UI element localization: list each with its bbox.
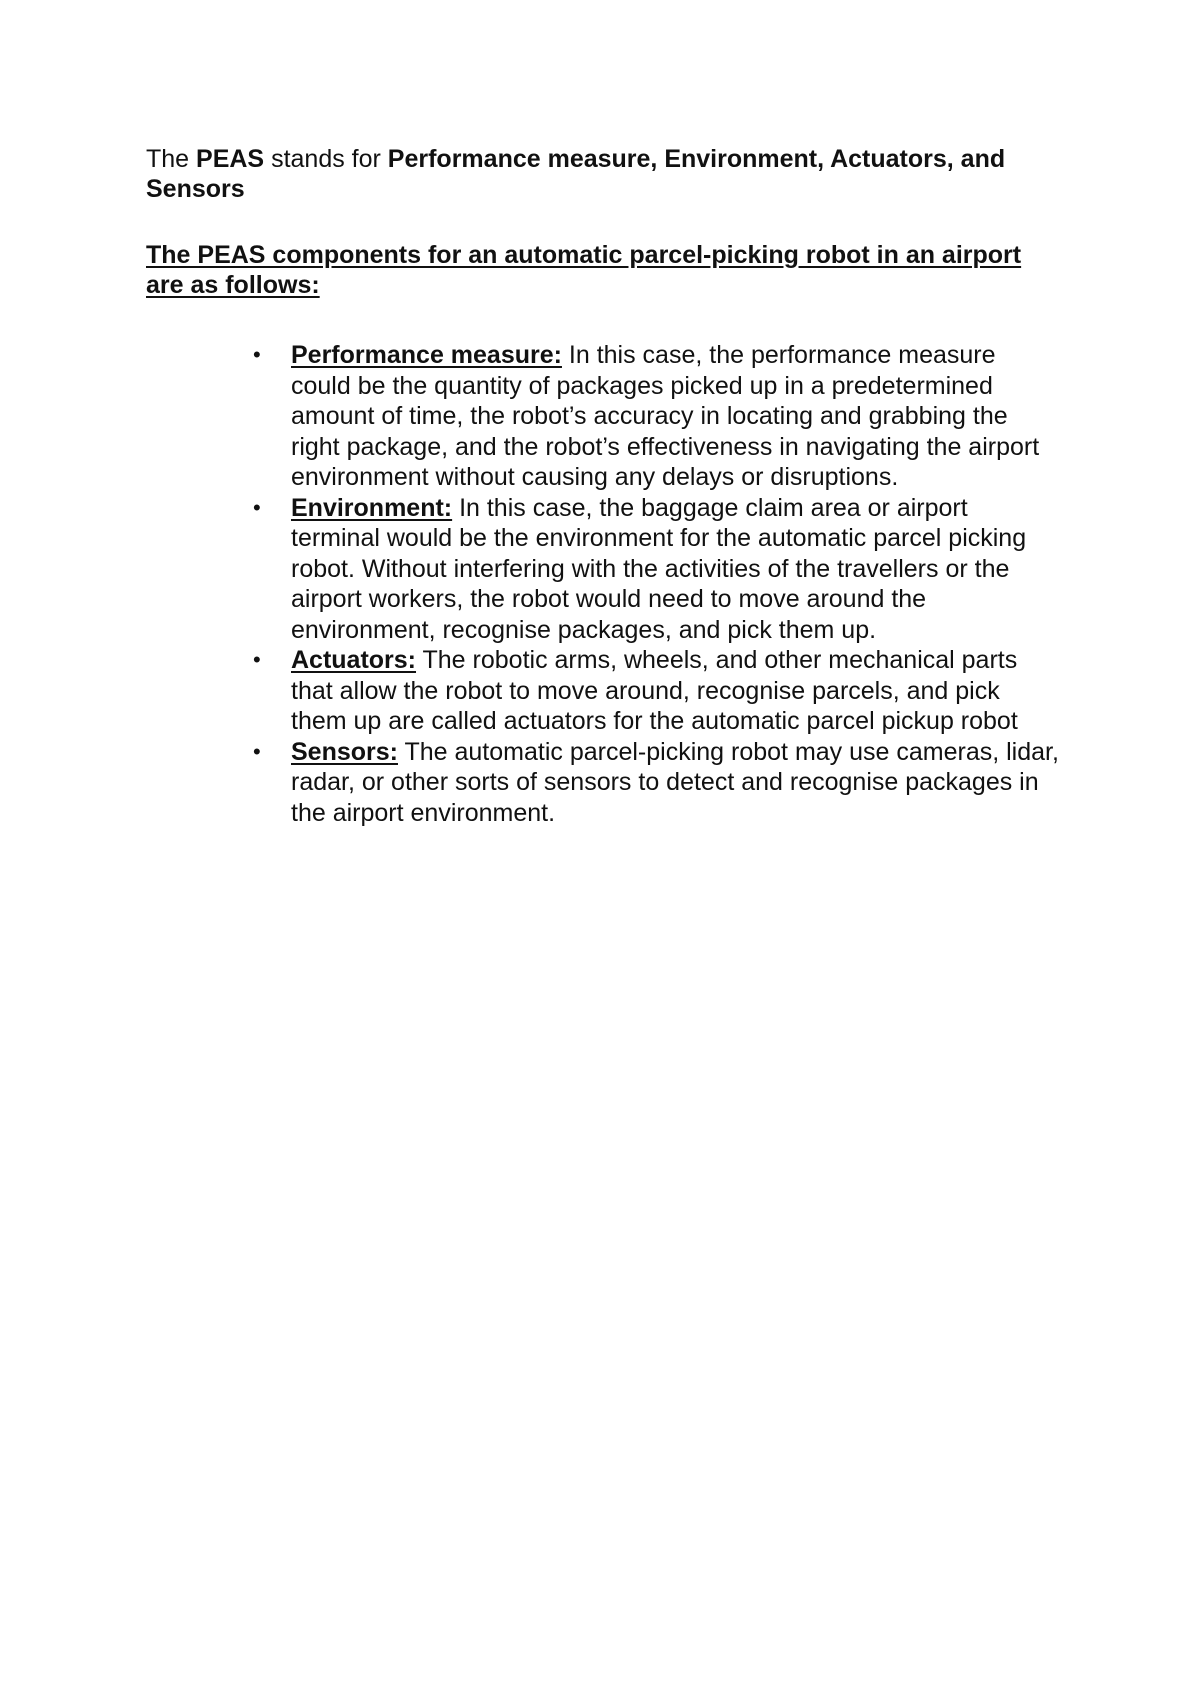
intro-text-2: stands for bbox=[264, 145, 388, 173]
peas-list bbox=[146, 340, 1060, 828]
bullet-icon: • bbox=[253, 647, 261, 672]
item-text: In this case, the performance measure could be the quantity of packages picked up in a predetermined amount of time, the robot’s accuracy in locating and grabbing the right package, and the robot’s effectiveness in navigating the airport environment without causing any delays or disruptions. bbox=[291, 341, 1040, 491]
item-text: The automatic parcel-picking robot may use cameras, lidar, radar, or other sorts of sensors to detect and recognise packages in the airport environment. bbox=[291, 737, 1059, 827]
bullet-icon: • bbox=[253, 342, 261, 367]
bullet-icon: • bbox=[253, 738, 261, 764]
intro-expansion: Performance measure, Environment, Actuators, and Sensors bbox=[146, 145, 1006, 203]
item-term: Environment: bbox=[291, 493, 453, 522]
item-term: Performance measure: bbox=[291, 341, 562, 369]
item-term: Actuators: bbox=[291, 646, 417, 674]
intro-peas: PEAS bbox=[196, 145, 265, 173]
section-heading: The PEAS components for an automatic parcel-picking robot in an airport are as follows: bbox=[146, 241, 1022, 299]
list-item-actuators bbox=[253, 645, 1060, 737]
list-item-sensors bbox=[253, 737, 1060, 829]
list-item-environment bbox=[253, 493, 1060, 646]
bullet-icon: • bbox=[253, 494, 261, 520]
list-item-performance bbox=[253, 340, 1060, 493]
intro-text-1: The bbox=[146, 145, 197, 173]
item-text: In this case, the baggage claim area or airport terminal would be the environment for the automatic parcel picking robot. Without interfering with the activities of the travellers or the airport workers, the robot would need to move around the environment, recognise packages, and pick them up. bbox=[291, 493, 1027, 644]
item-term: Sensors: bbox=[291, 737, 398, 766]
intro-paragraph bbox=[146, 144, 1060, 204]
item-text: The robotic arms, wheels, and other mechanical parts that allow the robot to move around, recognise parcels, and pick them up are called actuators for the automatic parcel pickup robot bbox=[291, 646, 1018, 735]
